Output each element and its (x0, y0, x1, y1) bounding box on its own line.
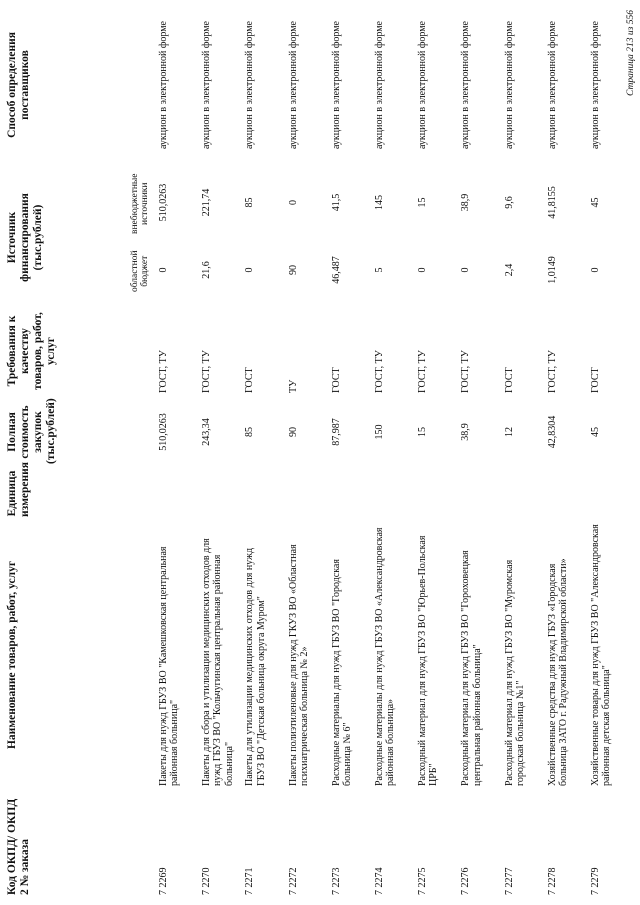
row-cost: 510,0263 (158, 413, 169, 451)
row-cost: 45 (589, 427, 601, 437)
row-extra: 0 (287, 200, 299, 205)
row-budget: 0 (460, 267, 472, 273)
header-method: Способ определения поставщиков (6, 32, 31, 138)
row-code: 7 2270 (201, 867, 213, 895)
row-unit (328, 467, 371, 520)
row-budget: 2,4 (503, 263, 515, 277)
row-code: 7 2272 (287, 867, 299, 895)
row-method: аукцион в электронной форме (417, 21, 429, 149)
row-unit (414, 467, 457, 520)
row-unit (241, 467, 284, 520)
row-cost: 12 (503, 427, 515, 437)
row-method: аукцион в электронной форме (589, 21, 601, 149)
row-method: аукцион в электронной форме (373, 21, 385, 149)
row-budget: 5 (373, 267, 385, 273)
row-name: Пакеты для утилизации медицинских отходов для нужд ГБУЗ ВО "Детская больница округа Муром" (244, 547, 267, 786)
header-funding-extra: внебюджетные источники (129, 173, 151, 235)
row-budget: 46,487 (330, 256, 342, 284)
row-cost: 15 (417, 427, 429, 437)
row-cost: 42,8304 (546, 415, 558, 449)
row-budget: 21,6 (201, 261, 213, 279)
row-quality: ГОСТ, ТУ (201, 350, 213, 393)
row-extra: 38,9 (460, 193, 472, 212)
row-method: аукцион в электронной форме (158, 21, 169, 149)
row-code: 7 2275 (417, 867, 429, 895)
row-code: 7 2273 (330, 867, 342, 895)
row-method: аукцион в электронной форме (330, 21, 342, 149)
row-quality: ГОСТ (589, 367, 601, 393)
row-cost: 87,987 (330, 418, 342, 446)
row-extra: 9,6 (503, 196, 515, 209)
row-unit (587, 467, 630, 520)
row-name: Пакеты полиэтиленовые для нужд ГКУЗ ВО «Областная психиатрическая больница № 2» (287, 544, 310, 786)
row-method: аукцион в электронной форме (244, 21, 256, 149)
row-code: 7 2271 (244, 867, 256, 895)
header-funding: Источник финансирования (тыс.рублей) (6, 193, 44, 282)
row-quality: ГОСТ, ТУ (373, 350, 385, 393)
row-name: Расходный материал для нужд ГБУЗ ВО "Муромская городская больница №1" (503, 559, 526, 786)
row-name: Пакеты для сбора и утилизации медицинских отходов для нужд ГБУЗ ВО "Кольчугинская центральная районная больница" (201, 538, 235, 786)
row-name: Расходные материалы для нужд ГБУЗ ВО "Городская больница № 6" (330, 559, 353, 786)
header-funding-budget: областной бюджет (129, 250, 151, 293)
row-unit (501, 467, 544, 520)
row-extra: 41,8155 (546, 186, 558, 219)
row-cost: 38,9 (460, 423, 472, 441)
row-name: Расходный материал для нужд ГБУЗ ВО "Юрьев-Польская ЦРБ" (417, 535, 440, 786)
row-name: Хозяйственные товары для нужд ГБУЗ ВО "Александровская районная детская больница" (589, 524, 613, 786)
row-code: 7 2276 (460, 867, 472, 895)
row-extra: 221,74 (201, 188, 213, 217)
row-cost: 90 (287, 427, 299, 437)
row-quality: ГОСТ, ТУ (417, 350, 429, 393)
row-quality: ГОСТ, ТУ (546, 350, 558, 393)
header-unit: Единица измерения (6, 462, 31, 517)
row-extra: 85 (244, 197, 256, 208)
row-name: Расходный материал для нужд ГБУЗ ВО "Гороховецкая центральная районная больница" (460, 550, 483, 786)
header-quality: Требования к качеству товаров, работ, услуг (6, 312, 57, 390)
row-quality: ГОСТ (503, 367, 515, 393)
row-name: Расходные материалы для нужд ГБУЗ ВО «Александровская районная больница» (373, 527, 397, 786)
header-name: Наименование товаров, работ, услуг (6, 560, 18, 750)
row-extra: 15 (417, 197, 429, 208)
row-unit (155, 467, 198, 520)
row-unit (457, 467, 500, 520)
row-quality: ГОСТ (330, 367, 342, 393)
row-method: аукцион в электронной форме (503, 21, 515, 149)
row-method: аукцион в электронной форме (201, 21, 213, 149)
row-quality: ТУ (287, 379, 299, 393)
row-code: 7 2274 (373, 867, 385, 895)
row-unit (371, 467, 414, 520)
row-extra: 145 (373, 195, 385, 210)
row-budget: 90 (287, 265, 299, 275)
row-budget: 0 (589, 267, 601, 273)
row-code: 7 2269 (158, 867, 169, 895)
row-cost: 150 (373, 424, 385, 440)
row-budget: 0 (158, 267, 169, 273)
row-code: 7 2278 (546, 867, 558, 895)
row-extra: 45 (589, 197, 601, 208)
row-name: Пакеты для нужд ГБУЗ ВО "Камешковская центральная районная больница" (158, 546, 181, 786)
row-budget: 0 (417, 267, 429, 273)
row-name: Хозяйственные средства для нужд ГБУЗ «Городская больница ЗАТО г. Радужный Владимирской области» (546, 558, 569, 786)
header-code: Код ОКПД/ ОКПД 2 № заказа (6, 798, 31, 895)
row-quality: ГОСТ (244, 367, 256, 393)
page-number: Страница 213 из 556 (626, 10, 636, 96)
header-cost: Полная стоимость закупок (тыс.рублей) (6, 398, 57, 464)
row-budget: 1,0149 (546, 256, 558, 284)
row-code: 7 2277 (503, 867, 515, 895)
row-method: аукцион в электронной форме (546, 21, 558, 149)
row-unit (285, 467, 328, 520)
row-extra: 41,5 (330, 193, 342, 212)
row-budget: 0 (244, 267, 256, 273)
row-code: 7 2279 (589, 867, 601, 895)
row-method: аукцион в электронной форме (460, 21, 472, 149)
row-quality: ГОСТ, ТУ (460, 350, 472, 393)
row-method: аукцион в электронной форме (287, 21, 299, 149)
row-cost: 243,34 (201, 418, 213, 446)
row-unit (544, 467, 587, 520)
row-extra: 510,0263 (158, 183, 169, 222)
row-quality: ГОСТ, ТУ (158, 350, 169, 393)
row-cost: 85 (244, 427, 256, 437)
row-unit (198, 467, 241, 520)
header-funding-group (0, 170, 155, 305)
